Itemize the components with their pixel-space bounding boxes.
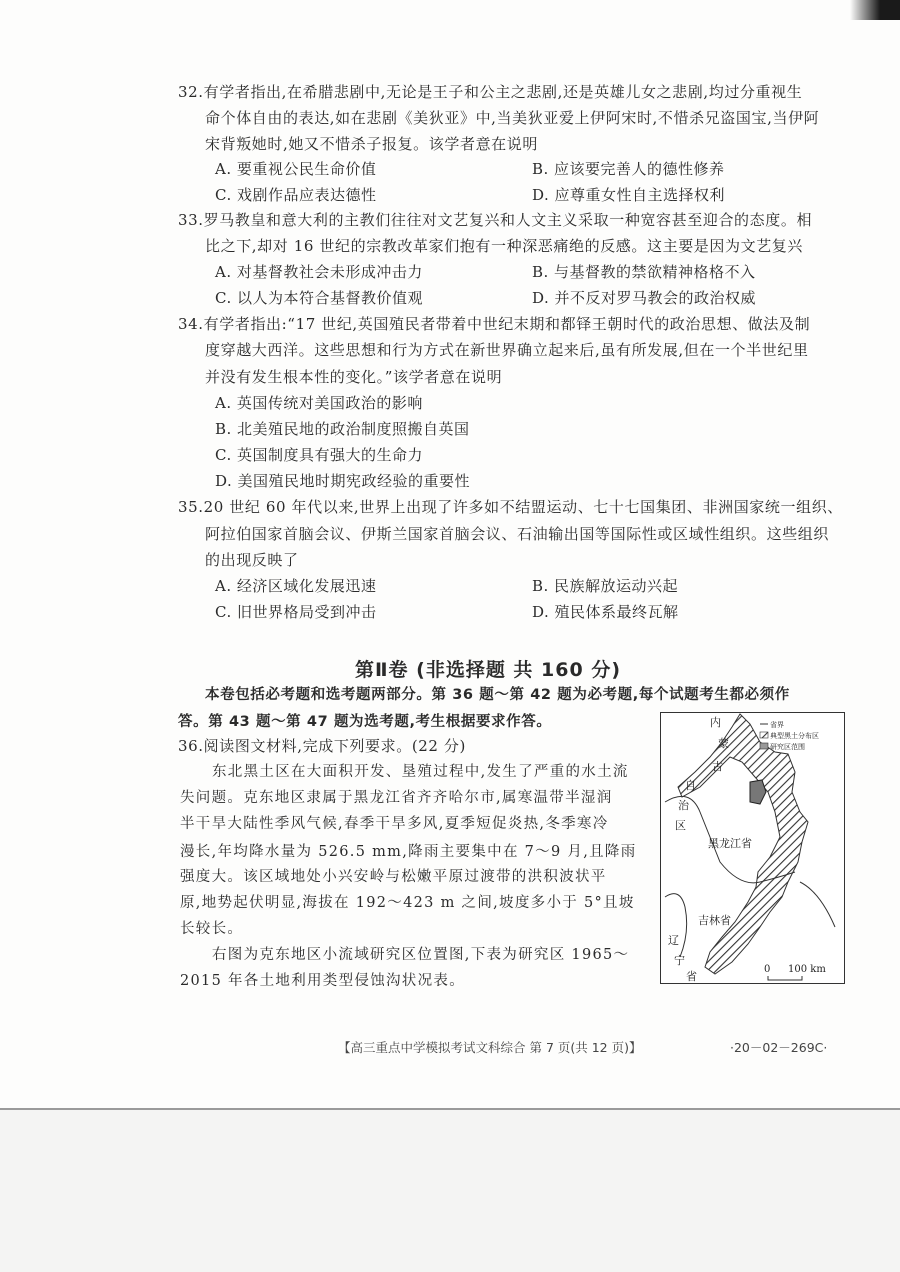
legend-province-border: 省界	[770, 721, 784, 729]
map-label: 区	[675, 819, 686, 832]
option-c: C. 以人为本符合基督教价值观	[215, 289, 423, 307]
section-title: 第Ⅱ卷 (非选择题 共 160 分)	[355, 659, 622, 681]
option-d: D. 应尊重女性自主选择权利	[532, 186, 726, 204]
map-label: 宁	[674, 954, 685, 967]
scan-corner-shadow	[850, 0, 900, 20]
map-label: 蒙	[718, 737, 729, 750]
material-line: 东北黑土区在大面积开发、垦殖过程中,发生了严重的水土流	[212, 764, 629, 780]
section-intro-line: 答。第 43 题～第 47 题为选考题,考生根据要求作答。	[178, 714, 552, 730]
material-line: 强度大。该区域地处小兴安岭与松嫩平原过渡带的洪积波状平	[180, 869, 607, 885]
material-line: 漫长,年均降水量为 526.5 mm,降雨主要集中在 7～9 月,且降雨	[180, 844, 637, 860]
material-line: 2015 年各土地利用类型侵蚀沟状况表。	[180, 973, 466, 989]
question-line: 的出现反映了	[205, 551, 299, 569]
material-line: 原,地势起伏明显,海拔在 192～423 m 之间,坡度多小于 5°且坡	[180, 895, 635, 911]
map-label: 古	[712, 760, 723, 773]
page-edge-line	[0, 1108, 900, 1110]
option-d: D. 殖民体系最终瓦解	[532, 603, 679, 621]
question-line: 命个体自由的表达,如在悲剧《美狄亚》中,当美狄亚爱上伊阿宋时,不惜杀兄盗国宝,当伊阿	[205, 109, 820, 127]
option-a: A. 对基督教社会未形成冲击力	[215, 263, 423, 281]
option-a: A. 经济区域化发展迅速	[215, 577, 377, 595]
map-label: 辽	[668, 934, 679, 947]
option-b: B. 应该要完善人的德性修养	[532, 160, 725, 178]
heilongjiang-label: 黑龙江省	[708, 837, 752, 850]
option-b: B. 北美殖民地的政治制度照搬自英国	[215, 420, 470, 438]
map-label: 省	[686, 970, 697, 983]
option-a: A. 英国传统对美国政治的影响	[215, 394, 423, 412]
scan-background	[0, 1110, 900, 1272]
question-line: 并没有发生根本性的变化。”该学者意在说明	[205, 368, 503, 386]
option-b: B. 与基督教的禁欲精神格格不入	[532, 263, 756, 281]
map-label: 治	[678, 799, 689, 812]
material-line: 右图为克东地区小流域研究区位置图,下表为研究区 1965～	[212, 947, 630, 963]
option-d: D. 并不反对罗马教会的政治权威	[532, 289, 757, 307]
question-line: 33.罗马教皇和意大利的主教们往往对文艺复兴和人文主义采取一种宽容甚至迎合的态度。相	[178, 211, 813, 229]
question-title: 36.阅读图文材料,完成下列要求。(22 分)	[178, 737, 466, 755]
section-intro-line: 本卷包括必考题和选考题两部分。第 36 题～第 42 题为必考题,每个试题考生都必须作	[205, 687, 790, 703]
map-label: 内	[710, 716, 721, 729]
option-d: D. 美国殖民地时期宪政经验的重要性	[215, 472, 471, 490]
question-line: 34.有学者指出:“17 世纪,英国殖民者带着中世纪末期和都铎王朝时代的政治思想、做法及制	[178, 315, 811, 333]
question-line: 比之下,却对 16 世纪的宗教改革家们抱有一种深恶痛绝的反感。这主要是因为文艺复兴	[205, 237, 803, 255]
material-line: 失问题。克东地区隶属于黑龙江省齐齐哈尔市,属寒温带半湿润	[180, 790, 613, 806]
footer-code: ·20－02－269C·	[730, 1040, 828, 1055]
footer-title: 【高三重点中学模拟考试文科综合 第 7 页(共 12 页)】	[338, 1040, 642, 1055]
option-c: C. 旧世界格局受到冲击	[215, 603, 377, 621]
option-a: A. 要重视公民生命价值	[215, 160, 377, 178]
svg-text:100 km: 100 km	[788, 964, 826, 975]
question-line: 阿拉伯国家首脑会议、伊斯兰国家首脑会议、石油输出国等国际性或区域性组织。这些组织	[205, 525, 830, 543]
material-line: 半干旱大陆性季风气候,春季干旱多风,夏季短促炎热,冬季寒冷	[180, 816, 609, 832]
option-c: C. 戏剧作品应表达德性	[215, 186, 377, 204]
legend-black-soil: 典型黑土分布区	[770, 732, 819, 740]
map-label: 自	[685, 779, 696, 792]
legend-study-area: 研究区范围	[770, 743, 805, 751]
question-line: 度穿越大西洋。这些思想和行为方式在新世界确立起来后,虽有所发展,但在一个半世纪里	[205, 341, 809, 359]
study-area-location-map	[660, 712, 845, 984]
option-c: C. 英国制度具有强大的生命力	[215, 446, 423, 464]
material-line: 长较长。	[180, 921, 244, 937]
svg-text:0: 0	[764, 964, 771, 975]
question-line: 32.有学者指出,在希腊悲剧中,无论是王子和公主之悲剧,还是英雄儿女之悲剧,均过分重视生	[178, 83, 803, 101]
question-line: 35.20 世纪 60 年代以来,世界上出现了许多如不结盟运动、七十七国集团、非洲国家统一组织、	[178, 498, 843, 516]
option-b: B. 民族解放运动兴起	[532, 577, 679, 595]
question-line: 宋背叛她时,她又不惜杀子报复。该学者意在说明	[205, 135, 538, 153]
jilin-label: 吉林省	[698, 914, 731, 927]
